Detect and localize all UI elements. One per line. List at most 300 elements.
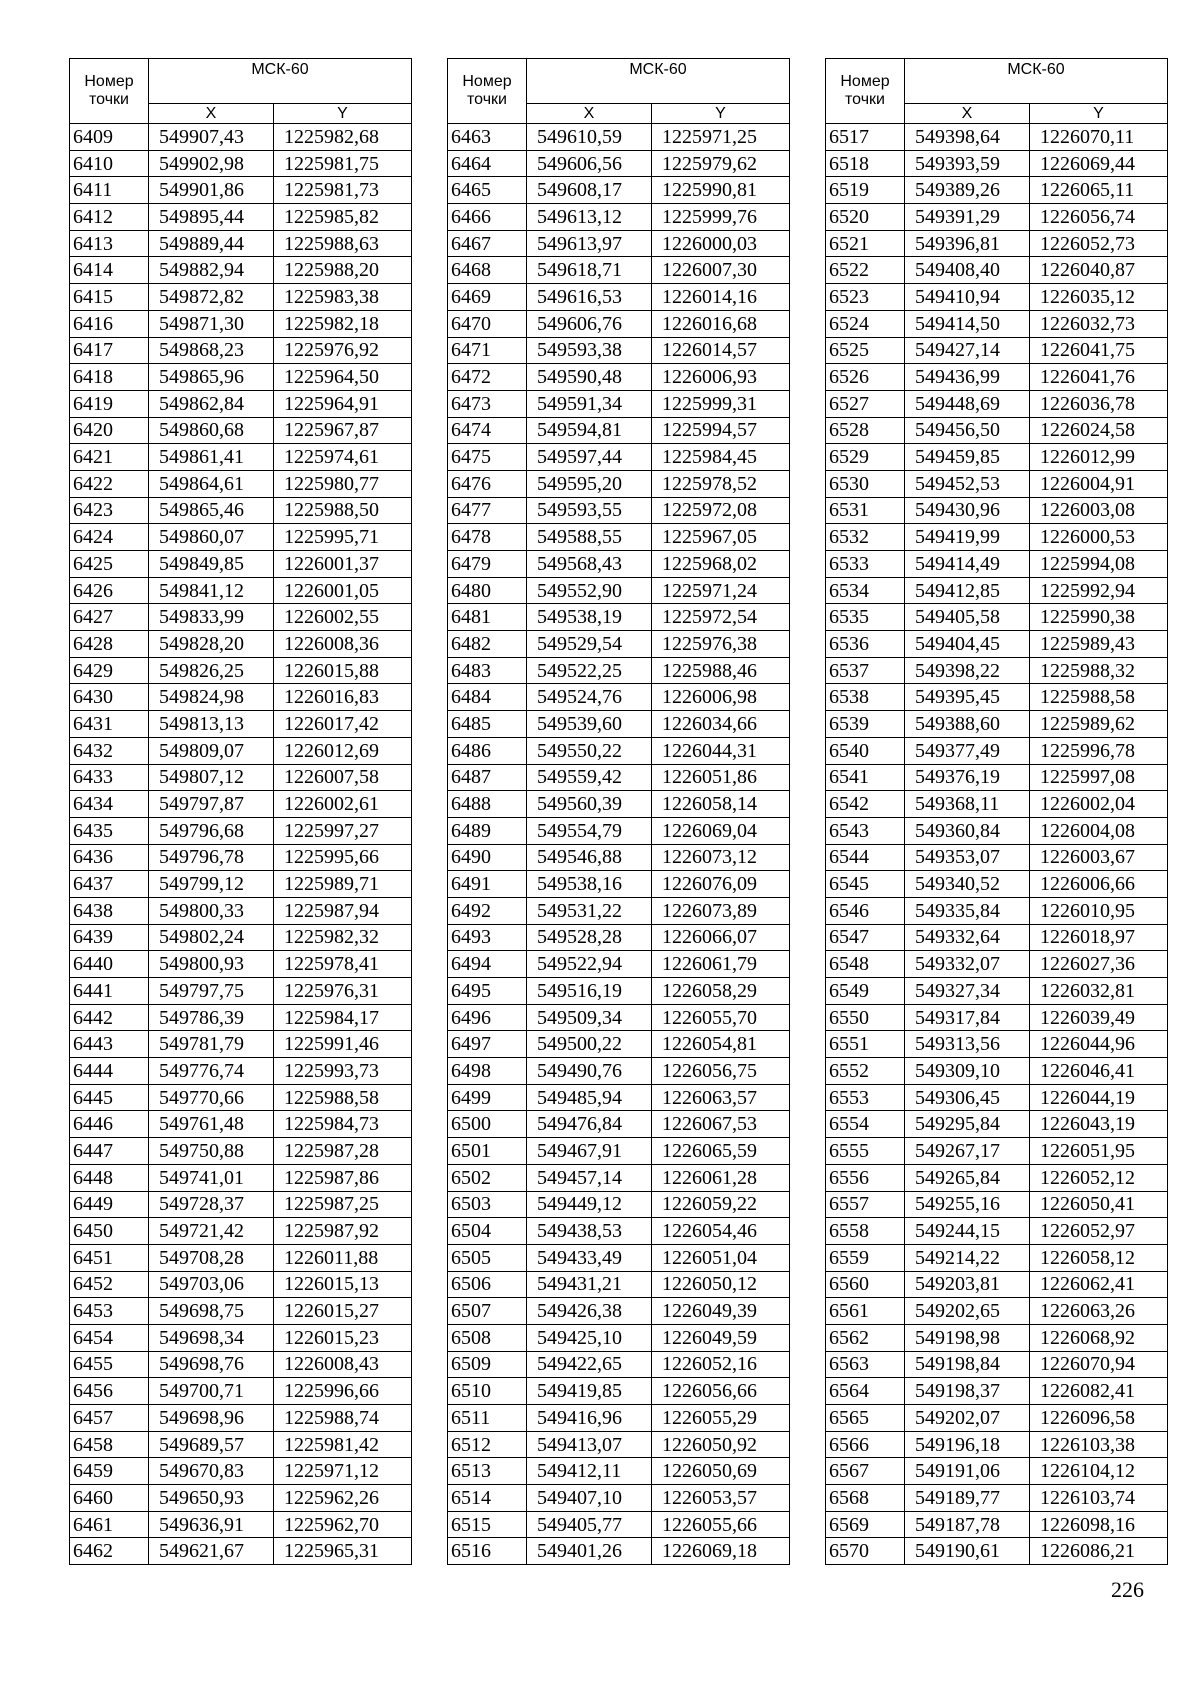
table-row	[448, 817, 790, 844]
table-row	[70, 978, 412, 1005]
table-row	[448, 657, 790, 684]
x-coordinate-cell: 549861,41	[149, 444, 274, 471]
y-coordinate-cell: 1226069,18	[652, 1538, 790, 1565]
table-row	[448, 951, 790, 978]
y-coordinate-cell: 1226052,16	[652, 1351, 790, 1378]
point-number-cell: 6490	[448, 844, 527, 871]
point-number-cell: 6539	[826, 711, 905, 738]
point-number-cell: 6454	[70, 1324, 149, 1351]
x-coordinate-cell: 549594,81	[527, 417, 652, 444]
table-row	[448, 417, 790, 444]
table-row	[826, 1485, 1168, 1512]
table-row	[448, 470, 790, 497]
x-coordinate-cell: 549265,84	[905, 1164, 1030, 1191]
y-coordinate-cell: 1226054,46	[652, 1218, 790, 1245]
x-coordinate-cell: 549670,83	[149, 1458, 274, 1485]
y-coordinate-cell: 1226103,74	[1030, 1485, 1168, 1512]
point-number-cell: 6468	[448, 257, 527, 284]
point-number-cell: 6538	[826, 684, 905, 711]
table-row	[70, 124, 412, 151]
table-row	[70, 470, 412, 497]
y-coordinate-cell: 1226010,95	[1030, 897, 1168, 924]
table-row	[448, 257, 790, 284]
point-number-cell: 6443	[70, 1031, 149, 1058]
y-coordinate-cell: 1226058,14	[652, 791, 790, 818]
point-number-cell: 6540	[826, 737, 905, 764]
point-number-cell: 6465	[448, 177, 527, 204]
x-coordinate-cell: 549332,07	[905, 951, 1030, 978]
table-row	[826, 257, 1168, 284]
point-number-cell: 6561	[826, 1298, 905, 1325]
point-number-cell: 6496	[448, 1004, 527, 1031]
y-coordinate-cell: 1225987,94	[274, 897, 412, 924]
y-coordinate-cell: 1226082,41	[1030, 1378, 1168, 1405]
y-coordinate-cell: 1226098,16	[1030, 1511, 1168, 1538]
x-coordinate-cell: 549244,15	[905, 1218, 1030, 1245]
y-coordinate-cell: 1225982,18	[274, 310, 412, 337]
table-row	[448, 390, 790, 417]
point-number-cell: 6481	[448, 604, 527, 631]
x-coordinate-cell: 549485,94	[527, 1084, 652, 1111]
table-row	[70, 364, 412, 391]
y-coordinate-cell: 1226006,66	[1030, 871, 1168, 898]
table-row	[70, 310, 412, 337]
x-coordinate-cell: 549770,66	[149, 1084, 274, 1111]
y-coordinate-cell: 1226050,69	[652, 1458, 790, 1485]
x-coordinate-cell: 549456,50	[905, 417, 1030, 444]
y-header: Y	[274, 104, 412, 124]
y-coordinate-cell: 1226059,22	[652, 1191, 790, 1218]
x-coordinate-cell: 549412,85	[905, 577, 1030, 604]
point-number-cell: 6543	[826, 817, 905, 844]
point-number-cell: 6440	[70, 951, 149, 978]
point-number-cell: 6500	[448, 1111, 527, 1138]
y-coordinate-cell: 1225990,81	[652, 177, 790, 204]
x-coordinate-cell: 549332,64	[905, 924, 1030, 951]
y-coordinate-cell: 1226056,66	[652, 1378, 790, 1405]
point-number-cell: 6545	[826, 871, 905, 898]
point-number-cell: 6458	[70, 1431, 149, 1458]
table-row	[826, 230, 1168, 257]
x-coordinate-cell: 549426,38	[527, 1298, 652, 1325]
table-row	[448, 737, 790, 764]
y-coordinate-cell: 1226032,73	[1030, 310, 1168, 337]
table-row	[448, 1458, 790, 1485]
table-row	[826, 1111, 1168, 1138]
table-row	[826, 551, 1168, 578]
point-number-cell: 6516	[448, 1538, 527, 1565]
point-number-cell: 6477	[448, 497, 527, 524]
x-coordinate-cell: 549698,34	[149, 1324, 274, 1351]
table-row	[448, 497, 790, 524]
x-coordinate-cell: 549295,84	[905, 1111, 1030, 1138]
table-row	[70, 1084, 412, 1111]
y-coordinate-cell: 1225965,31	[274, 1538, 412, 1565]
x-coordinate-cell: 549398,22	[905, 657, 1030, 684]
x-coordinate-cell: 549416,96	[527, 1405, 652, 1432]
point-number-cell: 6418	[70, 364, 149, 391]
x-coordinate-cell: 549796,78	[149, 844, 274, 871]
coordinates-table-1	[69, 58, 412, 1565]
y-coordinate-cell: 1225990,38	[1030, 604, 1168, 631]
y-coordinate-cell: 1226051,86	[652, 764, 790, 791]
table-row	[448, 1164, 790, 1191]
table-row	[70, 1271, 412, 1298]
y-coordinate-cell: 1226065,59	[652, 1138, 790, 1165]
y-coordinate-cell: 1226007,30	[652, 257, 790, 284]
point-number-cell: 6489	[448, 817, 527, 844]
y-coordinate-cell: 1226014,16	[652, 284, 790, 311]
point-number-cell: 6430	[70, 684, 149, 711]
point-number-cell: 6422	[70, 470, 149, 497]
table-row	[826, 1084, 1168, 1111]
x-coordinate-cell: 549214,22	[905, 1244, 1030, 1271]
y-coordinate-cell: 1226011,88	[274, 1244, 412, 1271]
point-number-cell: 6424	[70, 524, 149, 551]
x-coordinate-cell: 549550,22	[527, 737, 652, 764]
y-coordinate-cell: 1226050,12	[652, 1271, 790, 1298]
x-coordinate-cell: 549568,43	[527, 551, 652, 578]
table-row	[70, 1111, 412, 1138]
x-coordinate-cell: 549388,60	[905, 711, 1030, 738]
coordinate-system-header: МСК-60	[527, 59, 790, 104]
point-number-cell: 6542	[826, 791, 905, 818]
y-coordinate-cell: 1225992,94	[1030, 577, 1168, 604]
y-coordinate-cell: 1226004,08	[1030, 817, 1168, 844]
table-row	[70, 390, 412, 417]
y-coordinate-cell: 1225988,63	[274, 230, 412, 257]
point-number-cell: 6502	[448, 1164, 527, 1191]
table-row	[826, 1405, 1168, 1432]
point-number-cell: 6504	[448, 1218, 527, 1245]
x-coordinate-cell: 549448,69	[905, 390, 1030, 417]
point-number-cell: 6456	[70, 1378, 149, 1405]
point-number-cell: 6417	[70, 337, 149, 364]
y-coordinate-cell: 1225997,08	[1030, 764, 1168, 791]
table-row	[70, 1511, 412, 1538]
point-number-cell: 6530	[826, 470, 905, 497]
y-coordinate-cell: 1225976,31	[274, 978, 412, 1005]
y-coordinate-cell: 1225972,54	[652, 604, 790, 631]
point-number-cell: 6562	[826, 1324, 905, 1351]
x-coordinate-cell: 549203,81	[905, 1271, 1030, 1298]
y-coordinate-cell: 1226001,37	[274, 551, 412, 578]
y-coordinate-cell: 1225988,46	[652, 657, 790, 684]
table-row	[70, 204, 412, 231]
x-coordinate-cell: 549309,10	[905, 1058, 1030, 1085]
x-coordinate-cell: 549427,14	[905, 337, 1030, 364]
y-coordinate-cell: 1226051,04	[652, 1244, 790, 1271]
point-number-cell: 6471	[448, 337, 527, 364]
point-number-cell: 6553	[826, 1084, 905, 1111]
x-coordinate-cell: 549786,39	[149, 1004, 274, 1031]
point-number-cell: 6501	[448, 1138, 527, 1165]
table-row	[70, 764, 412, 791]
x-coordinate-cell: 549500,22	[527, 1031, 652, 1058]
table-row	[448, 444, 790, 471]
table-row	[70, 1324, 412, 1351]
point-number-cell: 6425	[70, 551, 149, 578]
table-row	[826, 1298, 1168, 1325]
y-coordinate-cell: 1226032,81	[1030, 978, 1168, 1005]
x-coordinate-cell: 549430,96	[905, 497, 1030, 524]
point-number-cell: 6513	[448, 1458, 527, 1485]
point-number-cell: 6474	[448, 417, 527, 444]
table-row	[448, 871, 790, 898]
y-coordinate-cell: 1226056,75	[652, 1058, 790, 1085]
table-row	[448, 1485, 790, 1512]
y-coordinate-cell: 1225984,73	[274, 1111, 412, 1138]
point-number-cell: 6503	[448, 1191, 527, 1218]
y-coordinate-cell: 1226050,41	[1030, 1191, 1168, 1218]
point-number-cell: 6485	[448, 711, 527, 738]
y-coordinate-cell: 1226062,41	[1030, 1271, 1168, 1298]
point-number-cell: 6518	[826, 150, 905, 177]
x-coordinate-cell: 549267,17	[905, 1138, 1030, 1165]
x-coordinate-cell: 549862,84	[149, 390, 274, 417]
table-row	[70, 1058, 412, 1085]
point-number-cell: 6499	[448, 1084, 527, 1111]
y-coordinate-cell: 1225978,52	[652, 470, 790, 497]
table-row	[826, 1218, 1168, 1245]
point-number-cell: 6566	[826, 1431, 905, 1458]
table-row	[70, 604, 412, 631]
x-coordinate-cell: 549419,99	[905, 524, 1030, 551]
y-coordinate-cell: 1225987,92	[274, 1218, 412, 1245]
x-coordinate-cell: 549528,28	[527, 924, 652, 951]
point-number-cell: 6507	[448, 1298, 527, 1325]
point-number-cell: 6446	[70, 1111, 149, 1138]
x-coordinate-cell: 549353,07	[905, 844, 1030, 871]
point-number-cell: 6427	[70, 604, 149, 631]
x-coordinate-cell: 549554,79	[527, 817, 652, 844]
x-coordinate-cell: 549802,24	[149, 924, 274, 951]
y-coordinate-cell: 1226016,83	[274, 684, 412, 711]
point-number-cell: 6466	[448, 204, 527, 231]
y-coordinate-cell: 1225999,31	[652, 390, 790, 417]
table-row	[448, 1351, 790, 1378]
table-row	[70, 417, 412, 444]
y-coordinate-cell: 1226015,13	[274, 1271, 412, 1298]
point-number-cell: 6461	[70, 1511, 149, 1538]
table-row	[70, 1378, 412, 1405]
y-coordinate-cell: 1226015,88	[274, 657, 412, 684]
table-row	[826, 924, 1168, 951]
x-coordinate-cell: 549595,20	[527, 470, 652, 497]
y-coordinate-cell: 1226054,81	[652, 1031, 790, 1058]
x-coordinate-cell: 549708,28	[149, 1244, 274, 1271]
table-row	[448, 1218, 790, 1245]
table-row	[448, 1298, 790, 1325]
y-coordinate-cell: 1226052,73	[1030, 230, 1168, 257]
table-row	[70, 711, 412, 738]
point-number-cell: 6529	[826, 444, 905, 471]
y-coordinate-cell: 1225994,57	[652, 417, 790, 444]
y-coordinate-cell: 1226052,97	[1030, 1218, 1168, 1245]
point-number-cell: 6497	[448, 1031, 527, 1058]
point-number-cell: 6547	[826, 924, 905, 951]
table-row	[448, 1511, 790, 1538]
y-coordinate-cell: 1226068,92	[1030, 1324, 1168, 1351]
table-row	[826, 1351, 1168, 1378]
x-coordinate-cell: 549868,23	[149, 337, 274, 364]
y-coordinate-cell: 1225972,08	[652, 497, 790, 524]
table-row	[826, 204, 1168, 231]
point-number-cell: 6409	[70, 124, 149, 151]
table-row	[70, 1164, 412, 1191]
table-row	[826, 1511, 1168, 1538]
x-coordinate-cell: 549907,43	[149, 124, 274, 151]
coordinate-system-header: МСК-60	[905, 59, 1168, 104]
y-coordinate-cell: 1226003,67	[1030, 844, 1168, 871]
y-coordinate-cell: 1225976,92	[274, 337, 412, 364]
y-coordinate-cell: 1226015,23	[274, 1324, 412, 1351]
x-coordinate-cell: 549414,50	[905, 310, 1030, 337]
table-row	[70, 150, 412, 177]
x-coordinate-cell: 549860,68	[149, 417, 274, 444]
x-coordinate-cell: 549797,75	[149, 978, 274, 1005]
table-row	[70, 631, 412, 658]
y-coordinate-cell: 1225984,45	[652, 444, 790, 471]
point-number-cell: 6415	[70, 284, 149, 311]
y-coordinate-cell: 1226000,03	[652, 230, 790, 257]
point-number-cell: 6486	[448, 737, 527, 764]
table-row	[70, 1405, 412, 1432]
y-coordinate-cell: 1225982,68	[274, 124, 412, 151]
y-coordinate-cell: 1226061,79	[652, 951, 790, 978]
y-coordinate-cell: 1226073,12	[652, 844, 790, 871]
table-row	[70, 1218, 412, 1245]
table-row	[826, 577, 1168, 604]
point-number-cell: 6467	[448, 230, 527, 257]
x-coordinate-cell: 549522,94	[527, 951, 652, 978]
point-number-cell: 6509	[448, 1351, 527, 1378]
y-coordinate-cell: 1226049,39	[652, 1298, 790, 1325]
x-coordinate-cell: 549606,76	[527, 310, 652, 337]
y-coordinate-cell: 1225985,82	[274, 204, 412, 231]
table-row	[448, 844, 790, 871]
y-coordinate-cell: 1226056,74	[1030, 204, 1168, 231]
table-row	[448, 1405, 790, 1432]
point-number-cell: 6449	[70, 1191, 149, 1218]
y-coordinate-cell: 1225971,12	[274, 1458, 412, 1485]
y-coordinate-cell: 1225981,42	[274, 1431, 412, 1458]
table-row	[826, 1244, 1168, 1271]
x-coordinate-cell: 549490,76	[527, 1058, 652, 1085]
y-coordinate-cell: 1225964,91	[274, 390, 412, 417]
x-coordinate-cell: 549895,44	[149, 204, 274, 231]
x-coordinate-cell: 549452,53	[905, 470, 1030, 497]
x-coordinate-cell: 549552,90	[527, 577, 652, 604]
y-coordinate-cell: 1226044,96	[1030, 1031, 1168, 1058]
y-coordinate-cell: 1226055,29	[652, 1405, 790, 1432]
table-row	[448, 337, 790, 364]
x-coordinate-cell: 549306,45	[905, 1084, 1030, 1111]
table-row	[826, 444, 1168, 471]
y-coordinate-cell: 1225971,25	[652, 124, 790, 151]
x-coordinate-cell: 549864,61	[149, 470, 274, 497]
y-coordinate-cell: 1226058,12	[1030, 1244, 1168, 1271]
point-number-cell: 6450	[70, 1218, 149, 1245]
point-number-cell: 6416	[70, 310, 149, 337]
table-row	[826, 1324, 1168, 1351]
x-coordinate-cell: 549796,68	[149, 817, 274, 844]
point-number-cell: 6429	[70, 657, 149, 684]
x-coordinate-cell: 549202,65	[905, 1298, 1030, 1325]
point-number-cell: 6544	[826, 844, 905, 871]
point-number-cell: 6439	[70, 924, 149, 951]
x-header: X	[527, 104, 652, 124]
point-number-cell: 6484	[448, 684, 527, 711]
point-number-cell: 6494	[448, 951, 527, 978]
x-coordinate-cell: 549190,61	[905, 1538, 1030, 1565]
table-row	[70, 1244, 412, 1271]
x-coordinate-cell: 549538,16	[527, 871, 652, 898]
x-coordinate-cell: 549799,12	[149, 871, 274, 898]
x-coordinate-cell: 549191,06	[905, 1458, 1030, 1485]
point-number-cell: 6464	[448, 150, 527, 177]
point-number-cell: 6527	[826, 390, 905, 417]
page-number: 226	[1111, 1577, 1144, 1602]
x-coordinate-cell: 549255,16	[905, 1191, 1030, 1218]
table-row	[448, 1271, 790, 1298]
y-coordinate-cell: 1226070,11	[1030, 124, 1168, 151]
table-row	[448, 524, 790, 551]
y-coordinate-cell: 1225971,24	[652, 577, 790, 604]
x-coordinate-cell: 549198,37	[905, 1378, 1030, 1405]
y-coordinate-cell: 1226041,75	[1030, 337, 1168, 364]
point-number-cell: 6515	[448, 1511, 527, 1538]
x-coordinate-cell: 549196,18	[905, 1431, 1030, 1458]
table-row	[70, 737, 412, 764]
y-coordinate-cell: 1226066,07	[652, 924, 790, 951]
point-number-cell: 6428	[70, 631, 149, 658]
y-coordinate-cell: 1226012,99	[1030, 444, 1168, 471]
table-row	[826, 1378, 1168, 1405]
table-row	[70, 1138, 412, 1165]
y-coordinate-cell: 1225967,87	[274, 417, 412, 444]
table-row	[826, 711, 1168, 738]
point-number-cell: 6426	[70, 577, 149, 604]
table-row	[826, 497, 1168, 524]
x-coordinate-cell: 549833,99	[149, 604, 274, 631]
table-row	[70, 1485, 412, 1512]
y-coordinate-cell: 1225984,17	[274, 1004, 412, 1031]
table-row	[70, 1191, 412, 1218]
x-coordinate-cell: 549882,94	[149, 257, 274, 284]
table-row	[826, 817, 1168, 844]
table-row	[448, 177, 790, 204]
x-coordinate-cell: 549187,78	[905, 1511, 1030, 1538]
table-row	[448, 1058, 790, 1085]
point-number-cell: 6475	[448, 444, 527, 471]
table-row	[70, 1298, 412, 1325]
point-number-cell: 6523	[826, 284, 905, 311]
y-coordinate-cell: 1225996,66	[274, 1378, 412, 1405]
table-row	[826, 604, 1168, 631]
x-coordinate-cell: 549828,20	[149, 631, 274, 658]
x-coordinate-cell: 549761,48	[149, 1111, 274, 1138]
x-coordinate-cell: 549368,11	[905, 791, 1030, 818]
table-row	[70, 844, 412, 871]
x-coordinate-cell: 549431,21	[527, 1271, 652, 1298]
y-coordinate-cell: 1226103,38	[1030, 1431, 1168, 1458]
y-coordinate-cell: 1226061,28	[652, 1164, 790, 1191]
table-row	[448, 978, 790, 1005]
x-coordinate-cell: 549841,12	[149, 577, 274, 604]
point-number-cell: 6483	[448, 657, 527, 684]
y-coordinate-cell: 1225978,41	[274, 951, 412, 978]
